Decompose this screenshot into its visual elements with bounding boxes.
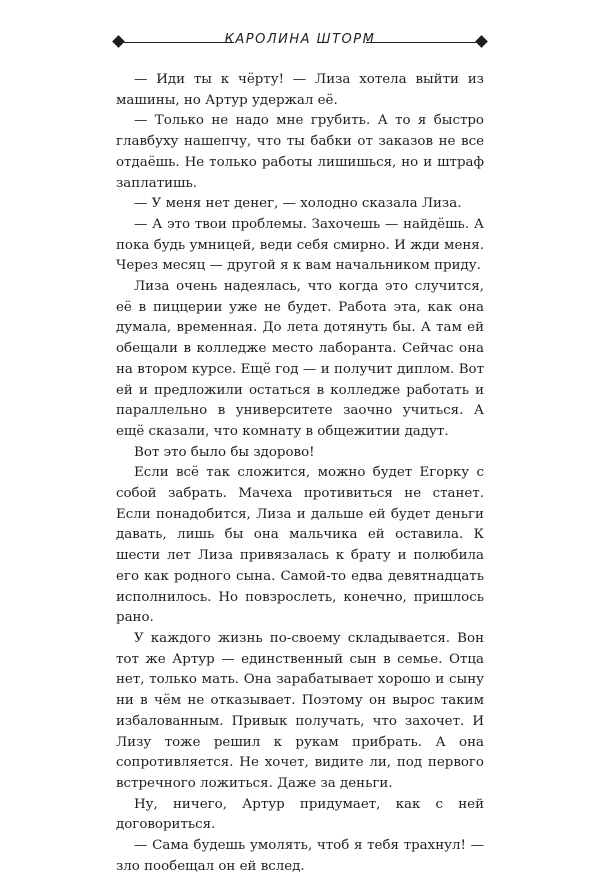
paragraph: — Только не надо мне грубить. А то я быстро главбуху нашепчу, что ты бабки от заказов не все отдаёшь. Не только работы лишишься, но и штраф заплатишь. [116,113,484,191]
paragraph: Вот это было бы здорово! [134,444,315,460]
header-author-title: КАРОЛИНА ШТОРМ [224,32,376,47]
header-rule-right [366,42,476,43]
paragraph: — У меня нет денег, — холодно сказала Лиза. [134,196,462,212]
body-text [116,70,484,877]
paragraph: — Сама будешь умолять, чтоб я тебя трахнул! — зло пообещал он ей вслед. [116,838,484,874]
paragraph: — Иди ты к чёрту! — Лиза хотела выйти из машины, но Артур удержал её. [116,72,484,108]
paragraph: Ну, ничего, Артур придумает, как с ней договориться. [116,796,484,833]
paragraph: — А это твои проблемы. Захочешь — найдёшь. А пока будь умницей, веди себя смирно. И жди меня. Через месяц — другой я к вам начальником приду. [116,216,484,274]
paragraph: У каждого жизнь по-своему складывается. Вон тот же Артур — единственный сын в семье. Отца нет, только мать. Она зарабатывает хорошо и сыну ни в чём не отказывает. Поэтому он вырос таким избалованным. Привык получать, что захочет. И Лизу тоже решил к рукам прибрать. А она сопротивляется. Не хочет, видите ли, под первого встречного ложиться. Даже за деньги. [116,630,484,791]
paragraph: Лиза очень надеялась, что когда это случится, её в пиццерии уже не будет. Работа эта, как она думала, временная. До лета дотянуть бы. А там ей обещали в колледже место лаборанта. Сейчас она на втором курсе. Ещё год — и получит диплом. Вот ей и предложили остаться в колледже работать и параллельно в университете заочно учиться. А ещё сказали, что комнату в общежитии дадут. [116,279,484,439]
running-header [112,28,488,56]
paragraph: Если всё так сложится, можно будет Егорку с собой забрать. Мачеха противиться не станет. Если понадобится, Лиза и дальше ей будет деньги давать, лишь бы она мальчика ей оставила. К шести лет Лиза привязалась к брату и полюбила его как родного сына. Самой-то едва девятнадцать исполнилось. Но повзрослеть, конечно, пришлось рано. [116,465,484,626]
